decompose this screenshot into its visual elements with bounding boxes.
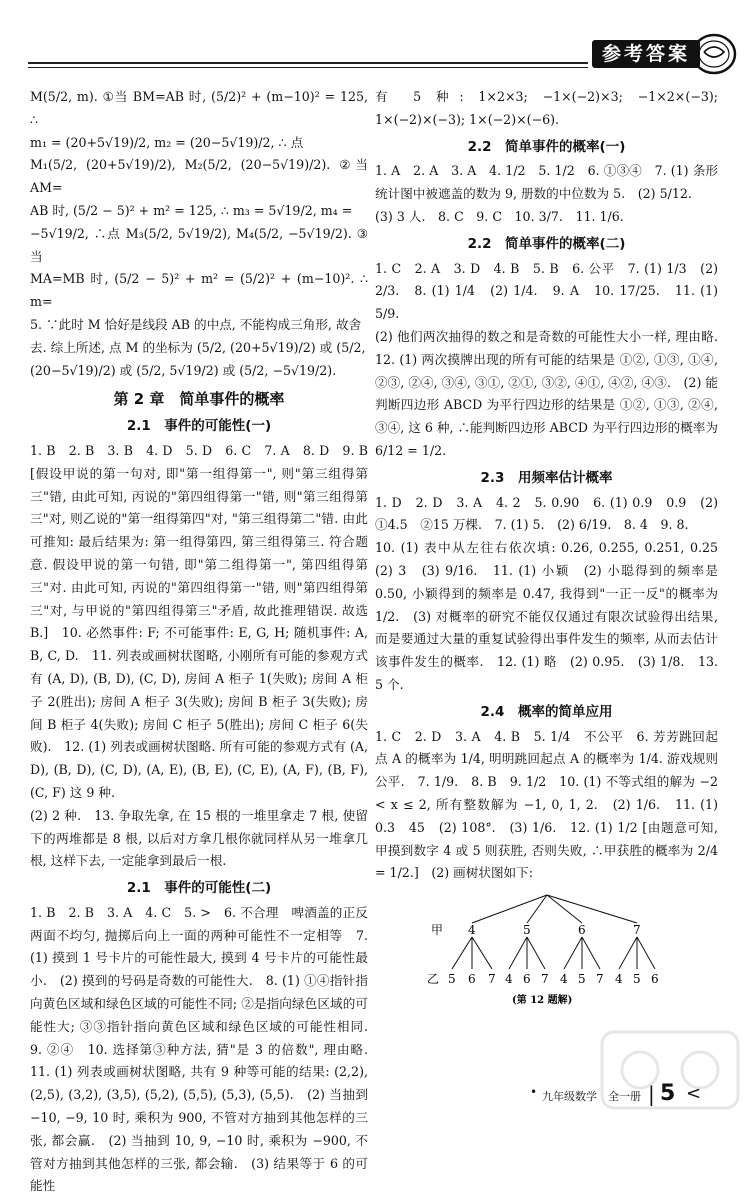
answer-block: 1. B 2. B 3. A 4. C 5. > 6. 不合理 啤酒盖的正反两面不均匀, 抛掷后向上一面的两种可能性不一定相等 7. (1) 摸到 1 号卡片的可能性最大, 摸到 4 号卡片的可能性最小. (2) 摸到的号码是奇数的可能性大. 8. (1) ①④指针指向黄色区域和绿色区域的可能性不同; ②是指向绿色区域的可能性大; ③③指针指向黄色区域和绿色区域的可能性相同. 9. ②④ 10. 选择第③种方法, 猜"是 3 的倍数", 理由略. 11. (1) 列表或画树状图略, 共有 9 种等可能的结果: (2,2), (2,5), (3,2), (3,5), (5,2), (5,5), (5,3), (5,5). (2) 当抽到 −10, −9, 10 时, 乘积为 900, 不管对方抽到其他怎样的三张, 都会赢. (2) 当抽到 10, 9, −10 时, 乘积为 −900, 不管对方抽到其他怎样的三张, 都会输. (3) 结果等于 6 的可能性: [30, 904, 381, 1194]
tree-leaf: 6: [467, 972, 476, 987]
answer-block: 有 5 种: 1×2×3; −1×(−2)×3; −1×2×(−3); 1×(−2)×(−3); 1×(−2)×(−6).: [375, 89, 718, 127]
footer-dot: •: [530, 1085, 538, 1099]
intro-line: −5√19/2, ∴点 M₃(5/2, 5√19/2), M₄(5/2, −5√19/2). ③当: [30, 225, 368, 264]
right-column: [375, 86, 731, 1009]
section-title: 2.4 概率的简单应用: [480, 703, 613, 720]
tree-leaf: 7: [487, 972, 496, 987]
answer-block: (3) 3 人. 8. C 9. C 10. 3/7. 11. 1/6.: [375, 208, 624, 224]
tree-label-yi: 乙: [426, 972, 439, 987]
tree-node: 7: [632, 923, 641, 938]
answer-block: 1. C 2. D 3. A 4. B 5. 1/4 不公平 6. 芳芳跳回起点 A 的概率为 1/4, 明明跳回起点 A 的概率为 1/4. 游戏规则公平. 7. 1/9. 8. B 9. 1/2 10. (1) 不等式组的解为 −2 < x ≤ 2, 所有整数解为 −1, 0, 1, 2. (2) 1/6. 11. (1) 0.3 45 (2) 108°. (3) 1/6. 12. (1) 1/2 [由题意可知, 甲摸到数字 4 或 5 则获胜, 否则失败, ∴甲获胜的概率为 2/4 = 1/2.] (2) 画树状图如下:: [375, 728, 718, 881]
answer-block: (2) 他们两次抽得的数之和是奇数的可能性大小一样, 理由略. 12. (1) 两次摸牌出现的所有可能的结果是 ①②, ①③, ①④, ②③, ②④, ③④, ③①, ②①, ③②, ④①, ④②, ④③. (2) 能判断四边形 ABCD 为平行四边形的结果是 ①②, ①③, ②④, ③④, 这 6 种, ∴能判断四边形 ABCD 为平行四边形的概率为 6/12 = 1/2.: [375, 328, 731, 458]
answer-block: 1. C 2. A 3. D 4. B 5. B 6. 公平 7. (1) 1/3 (2) 2/3. 8. (1) 1/4 (2) 1/4. 9. A 10. 17/25. 11. (1) 5/9.: [375, 260, 718, 322]
header-rule: [28, 62, 588, 64]
tree-leaf: 7: [540, 972, 549, 987]
section-title: 2.1 事件的可能性(二): [126, 880, 272, 897]
chapter-title: 第 2 章 简单事件的概率: [113, 390, 285, 409]
answer-block: 1. D 2. D 3. A 4. 2 5. 0.90 6. (1) 0.9 0.9 (2) ①4.5 ②15 万棵. 7. (1) 5. (2) 6/19. 8. 4 9. 8.: [375, 494, 718, 533]
footer-grade: 九年级数学 全一册: [542, 1090, 641, 1103]
arrow-left-icon: <: [686, 1083, 702, 1104]
page-number: 5: [660, 1081, 676, 1106]
section-title: 2.3 用频率估计概率: [480, 469, 613, 486]
header-title: 参考答案: [592, 40, 700, 68]
tree-caption: (第 12 题解): [511, 995, 572, 1007]
tree-leaf: 4: [614, 972, 623, 987]
left-column: [30, 86, 381, 1198]
intro-line: m₁ = (20+5√19)/2, m₂ = (20−5√19)/2, ∴ 点: [30, 134, 304, 150]
tree-leaf: 5: [447, 972, 456, 987]
tree-diagram: [417, 889, 677, 1009]
section-title: 2.2 简单事件的概率(二): [467, 235, 626, 252]
intro-line: M₁(5/2, (20+5√19)/2), M₂(5/2, (20−5√19)/2). ②当 AM=: [30, 157, 368, 196]
tree-leaf: 4: [559, 972, 568, 987]
section-title: 2.2 简单事件的概率(一): [467, 138, 626, 155]
intro-line: (20−5√19)/2) 或 (5/2, 5√19/2) 或 (5/2, −5√19/2).: [30, 362, 337, 378]
tree-node: 5: [522, 923, 531, 938]
tree-leaf: 6: [650, 972, 659, 987]
watermark-icon: [600, 1030, 740, 1110]
intro-line: M(5/2, m). ①当 BM=AB 时, (5/2)² + (m−10)² = 125, ∴: [30, 89, 368, 127]
header-rule-thin: [28, 67, 588, 68]
answer-block: 10. (1) 表中从左往右依次填: 0.26, 0.255, 0.251, 0.25 (2) 3 (3) 9/16. 11. (1) 小颖 (2) 小聪得到的频率是 0.50, 小颖得到的频率是 0.47, 我得到"一正一反"的概率为 1/2. (3) 对概率的研究不能仅仅通过有限次试验得出结果, 而是要通过大量的重复试验得出事件发生的频率, 从而去估计该事件发生的概率. 12. (1) 略 (2) 0.95. (3) 1/8. 13. 5 个.: [375, 540, 731, 692]
footer-divider: |: [648, 1082, 655, 1106]
tree-leaf: 5: [632, 972, 641, 987]
tree-label-jia: 甲: [430, 923, 443, 938]
intro-line: MA=MB 时, (5/2 − 5)² + m² = (5/2)² + (m−10)². ∴ m=: [30, 271, 368, 310]
tree-leaf: 7: [595, 972, 604, 987]
answer-block: (2) 2 种. 13. 争取先拿, 在 15 根的一堆里拿走 7 根, 使留下的两堆都是 8 根, 以后对方拿几根你就同样从另一堆拿几根, 这样下去, 一定能拿到最后一根.: [30, 807, 368, 869]
answer-block: 1. B 2. B 3. B 4. D 5. D 6. C 7. A 8. D 9. B [假设甲说的第一句对, 即"第一组得第一", 则"第三组得第三"错, 由此可知, 丙说的"第四组得第一"错, 则"第三组得第三"对, 则乙说的"第一组得第四"对, "第三组得第二"错. 由此可推知: 最后结果为: 第一组得第四, 第三组得第三. 符合题意. 假设甲说的第一句错, 即"第二组得第一", 第四组得第三"对. 由此可知, 丙说的"第四组得第一"错, 则"第四组得第三"对, 与甲说的"第四组得第三"矛盾, 故此推理错误. 故选 B.] 10. 必然事件: F; 不可能事件: E, G, H; 随机事件: A, B, C, D. 11. 列表或画树状图略, 小刚所有可能的参观方式有 (A, D), (B, D), (C, D), 房间 A 柜子 1(失败); 房间 A 柜子 2(胜出); 房间 A 柜子 3(失败); 房间 B 柜子 3(失败); 房间 B 柜子 4(失败); 房间 C 柜子 5(胜出); 房间 C 柜子 6(失败). 12. (1) 列表或画树状图略. 所有可能的参观方式有 (A, D), (B, D), (C, D), (A, E), (B, E), (C, E), (A, F), (B, F), (C, F) 这 9 种.: [30, 442, 368, 800]
intro-line: AB 时, (5/2 − 5)² + m² = 125, ∴ m₃ = 5√19/2, m₄ =: [30, 202, 353, 218]
intro-line: 去. 综上所述, 点 M 的坐标为 (5/2, (20+5√19)/2) 或 (5/2,: [30, 339, 366, 355]
tree-branches: [452, 895, 655, 969]
tree-leaf: 6: [522, 972, 531, 987]
intro-line: 5. ∵此时 M 恰好是线段 AB 的中点, 不能构成三角形, 故舍: [30, 316, 362, 332]
tree-leaf: 5: [577, 972, 586, 987]
publisher-logo-icon: [690, 32, 738, 76]
tree-node: 6: [577, 923, 586, 938]
answer-block: 1. A 2. A 3. A 4. 1/2 5. 1/2 6. ①③④ 7. (1) 条形统计图中被遮盖的数为 9, 册数的中位数为 5. (2) 5/12.: [375, 163, 718, 202]
section-title: 2.1 事件的可能性(一): [126, 418, 272, 435]
tree-node: 4: [467, 923, 476, 938]
tree-leaf: 4: [504, 972, 513, 987]
